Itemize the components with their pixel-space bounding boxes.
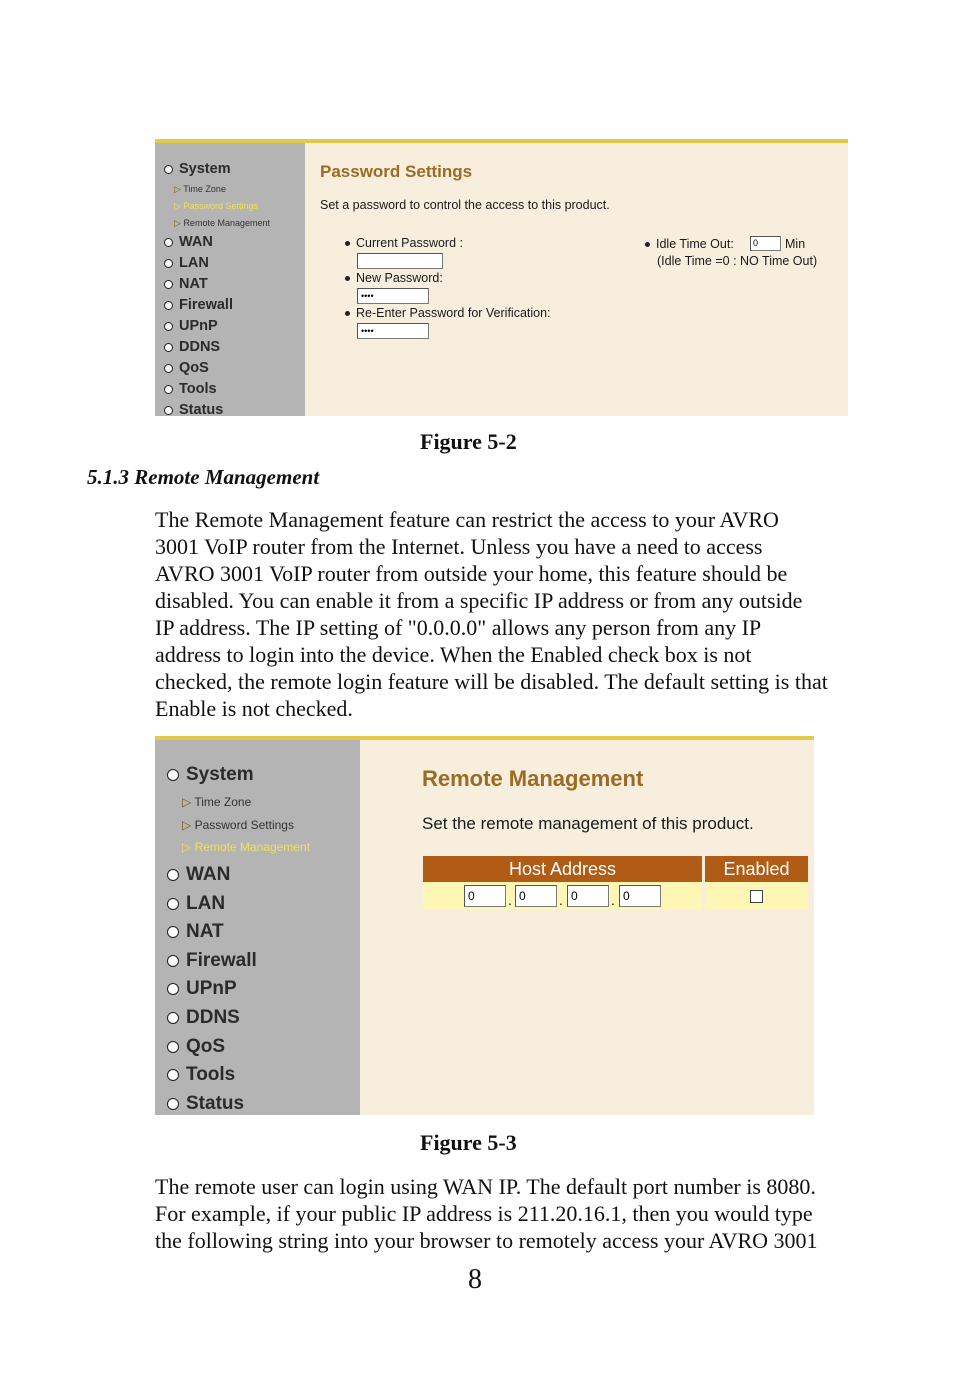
- new-password-label: New Password:: [345, 271, 443, 285]
- bullet-icon: [645, 242, 650, 247]
- nav-qos[interactable]: QoS: [164, 360, 209, 376]
- figure-caption-1: Figure 5-2: [420, 429, 517, 454]
- nav-firewall[interactable]: Firewall: [167, 950, 257, 972]
- paragraph-remote-management: The Remote Management feature can restrict the access to your AVRO 3001 VoIP router from the Internet. Unless you have a need to access AVRO 3001 VoIP router from outside your home, this feature should be disabled. You can enable it from a specific IP address or from any outside IP address. The IP setting of "0.0.0.0" allows any person from any IP address to login into the device. When the Enabled check box is not checked, the remote login feature will be disabled. The default setting is that Enable is not checked.: [155, 507, 828, 721]
- nav-upnp[interactable]: UPnP: [164, 318, 218, 334]
- ip-octet-1-input[interactable]: 0: [464, 885, 506, 907]
- enabled-checkbox[interactable]: [750, 890, 763, 903]
- page-description: Set a password to control the access to this product.: [320, 198, 610, 212]
- nav-wan[interactable]: WAN: [167, 864, 230, 886]
- subnav-time-zone[interactable]: ▷ Time Zone: [182, 795, 252, 809]
- page-title: Remote Management: [422, 766, 644, 791]
- radio-icon: [164, 406, 173, 415]
- content-panel: [360, 736, 814, 1115]
- reenter-password-input[interactable]: ••••: [357, 323, 429, 339]
- bullet-icon: [345, 241, 350, 246]
- figure-caption-2: Figure 5-3: [420, 1130, 517, 1155]
- bullet-icon: [345, 311, 350, 316]
- radio-icon: [167, 769, 179, 781]
- nav-tools[interactable]: Tools: [164, 381, 217, 397]
- nav-upnp[interactable]: UPnP: [167, 978, 237, 1000]
- nav-ddns[interactable]: DDNS: [167, 1007, 240, 1029]
- nav-status[interactable]: Status: [164, 402, 223, 416]
- triangle-icon: ▷: [182, 818, 192, 832]
- triangle-icon: ▷: [174, 184, 181, 194]
- ip-separator: .: [559, 892, 563, 908]
- radio-icon: [167, 926, 179, 938]
- radio-icon: [167, 1069, 179, 1081]
- radio-icon: [164, 385, 173, 394]
- bullet-icon: [345, 276, 350, 281]
- triangle-icon: ▷: [174, 201, 181, 211]
- triangle-icon: ▷: [182, 840, 192, 854]
- current-password-label: Current Password :: [345, 236, 463, 250]
- idle-timeout-unit: Min: [785, 237, 806, 251]
- nav-wan[interactable]: WAN: [164, 234, 213, 250]
- ip-octet-3-input[interactable]: 0: [567, 885, 609, 907]
- radio-icon: [167, 1098, 179, 1110]
- page-number: 8: [468, 1264, 482, 1295]
- nav-nat[interactable]: NAT: [167, 921, 224, 943]
- header-bar: [155, 736, 814, 740]
- nav-lan[interactable]: LAN: [164, 255, 209, 271]
- nav-nat[interactable]: NAT: [164, 276, 208, 292]
- radio-icon: [167, 1012, 179, 1024]
- page-description: Set the remote management of this product.: [422, 814, 754, 833]
- new-password-input[interactable]: ••••: [357, 288, 429, 304]
- radio-icon: [164, 364, 173, 373]
- nav-qos[interactable]: QoS: [167, 1036, 225, 1058]
- subnav-password-settings[interactable]: ▷ Password Settings: [174, 201, 258, 211]
- reenter-password-label: Re-Enter Password for Verification:: [345, 306, 551, 320]
- ip-octet-2-input[interactable]: 0: [515, 885, 557, 907]
- triangle-icon: ▷: [182, 795, 192, 809]
- figure-password-settings: [155, 139, 848, 416]
- nav-firewall[interactable]: Firewall: [164, 297, 233, 313]
- radio-icon: [164, 301, 173, 310]
- nav-ddns[interactable]: DDNS: [164, 339, 220, 355]
- nav-lan[interactable]: LAN: [167, 893, 225, 915]
- radio-icon: [164, 280, 173, 289]
- triangle-icon: ▷: [174, 218, 181, 228]
- nav-system[interactable]: System: [164, 161, 231, 177]
- paragraph-wan-login: The remote user can login using WAN IP. The default port number is 8080. For example, if your public IP address is 211.20.16.1, then you would type the following string into your browser to remotely access your AVRO 3001: [155, 1174, 818, 1253]
- radio-icon: [164, 343, 173, 352]
- radio-icon: [164, 165, 173, 174]
- nav-tools[interactable]: Tools: [167, 1064, 235, 1086]
- radio-icon: [164, 238, 173, 247]
- radio-icon: [167, 1041, 179, 1053]
- subnav-remote-management[interactable]: ▷ Remote Management: [174, 218, 270, 228]
- radio-icon: [167, 869, 179, 881]
- header-bar: [155, 139, 848, 143]
- radio-icon: [164, 259, 173, 268]
- subnav-remote-management[interactable]: ▷ Remote Management: [182, 840, 310, 854]
- column-host-address: Host Address: [423, 856, 702, 882]
- figure-remote-management: [155, 736, 814, 1115]
- ip-separator: .: [611, 892, 615, 908]
- subnav-password-settings[interactable]: ▷ Password Settings: [182, 818, 294, 832]
- page-title: Password Settings: [320, 162, 473, 181]
- ip-separator: .: [508, 892, 512, 908]
- radio-icon: [167, 898, 179, 910]
- column-enabled: Enabled: [705, 856, 808, 882]
- radio-icon: [164, 322, 173, 331]
- nav-system[interactable]: System: [167, 764, 254, 786]
- nav-status[interactable]: Status: [167, 1093, 244, 1115]
- subnav-time-zone[interactable]: ▷ Time Zone: [174, 184, 226, 194]
- section-heading: 5.1.3 Remote Management: [87, 465, 320, 489]
- current-password-input[interactable]: [357, 253, 443, 269]
- radio-icon: [167, 983, 179, 995]
- idle-timeout-input[interactable]: 0: [750, 236, 781, 251]
- radio-icon: [167, 955, 179, 967]
- idle-timeout-note: (Idle Time =0 : NO Time Out): [657, 254, 818, 268]
- idle-timeout-label: Idle Time Out:: [645, 237, 734, 251]
- ip-octet-4-input[interactable]: 0: [619, 885, 661, 907]
